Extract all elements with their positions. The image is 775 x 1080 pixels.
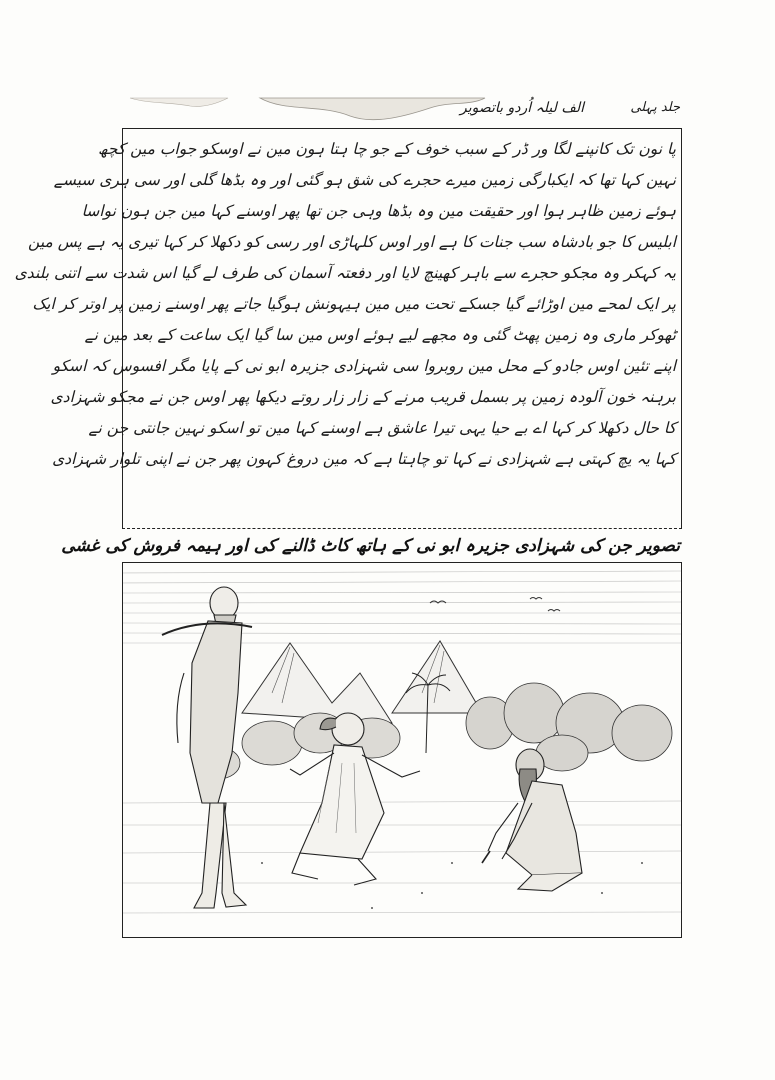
bird-icon xyxy=(548,610,560,612)
running-title: الف لیلہ اُردو باتصویر xyxy=(459,100,584,116)
text-line: ابلیس کا جو بادشاہ سب جنات کا ہے اور اوس کلہاڑی اور رسی کو دکھلا کر کہا تیری یہ ہے پس مین xyxy=(28,233,676,251)
text-line: کہا یہ یچ کہتی ہے شہزادی نے کہا تو چاہتا ہے کہ مین دروغ کہون پھر جن نے اپنی تلوار شہزادی xyxy=(52,450,676,468)
text-line: پا نون تک کانپنے لگا ور ڈر کے سبب خوف کے جو چا ہتا ہون مین نے اوسکو جواب مین کچھ xyxy=(98,140,676,158)
engraving-illustration xyxy=(122,563,682,940)
illustration-caption: تصویر جن کی شہزادی جزیرہ ابو نی کے ہاتھ کاٹ ڈالنے کی اور ہیمہ فروش کی غشی xyxy=(61,536,680,556)
text-line: کا حال دکھلا کر کہا اے بے حیا یہی تیرا عاشق ہے اوسنے کہا مین تو اسکو نہین جانتی جن نے xyxy=(88,419,676,437)
text-line: نہین کہا تھا کہ ایکبارگی زمین میرے حجرے کی شق ہو گئی اور وہ بڈھا گلی اور سی ہری سیسے xyxy=(53,171,676,189)
text-line: برہنہ خون آلودہ زمین پر بسمل قریب مرنے کے زار زار روتے دیکھا پھر اوس جن نے مجکو شہزادی xyxy=(50,388,676,406)
trees-right xyxy=(466,683,672,771)
text-line: اپنے تئین اوس جادو کے محل مین روبروا سی شہزادی جزیرہ ابو نی کے پایا مگر افسوس کہ اسکو xyxy=(52,357,676,375)
volume-label: جلد پہلی xyxy=(630,100,680,115)
page-header xyxy=(120,96,680,124)
bird-icon xyxy=(530,598,542,600)
text-line: یہ کہکر وہ مجکو حجرے سے باہر کھینچ لایا اور دفعتہ آسمان کی طرف لے گیا اس شدت سے اتنی بلندی xyxy=(14,264,676,282)
ground-specks xyxy=(261,862,643,909)
text-line: ہوئے زمین ظاہر ہوا اور حقیقت مین وہ بڈھا وہی جن تھا پھر اوسنے کہا مین جن ہون نواسا xyxy=(81,202,676,220)
standing-jinn-figure xyxy=(162,587,252,908)
mountain xyxy=(242,643,392,723)
body-text xyxy=(14,134,676,475)
text-line: پر ایک لمحے مین اوڑائے گیا جسکے تحت میں مین ہیہونش ہوگیا جاتے پھر اوسنے زمین پر اوتر کر ایک xyxy=(32,295,676,313)
text-line: ٹھوکر ماری وہ زمین پھٹ گئی وہ مجھے لیے ہوئے اوس مین سا گیا ایک ساعت کے بعد مین نے xyxy=(84,326,676,344)
